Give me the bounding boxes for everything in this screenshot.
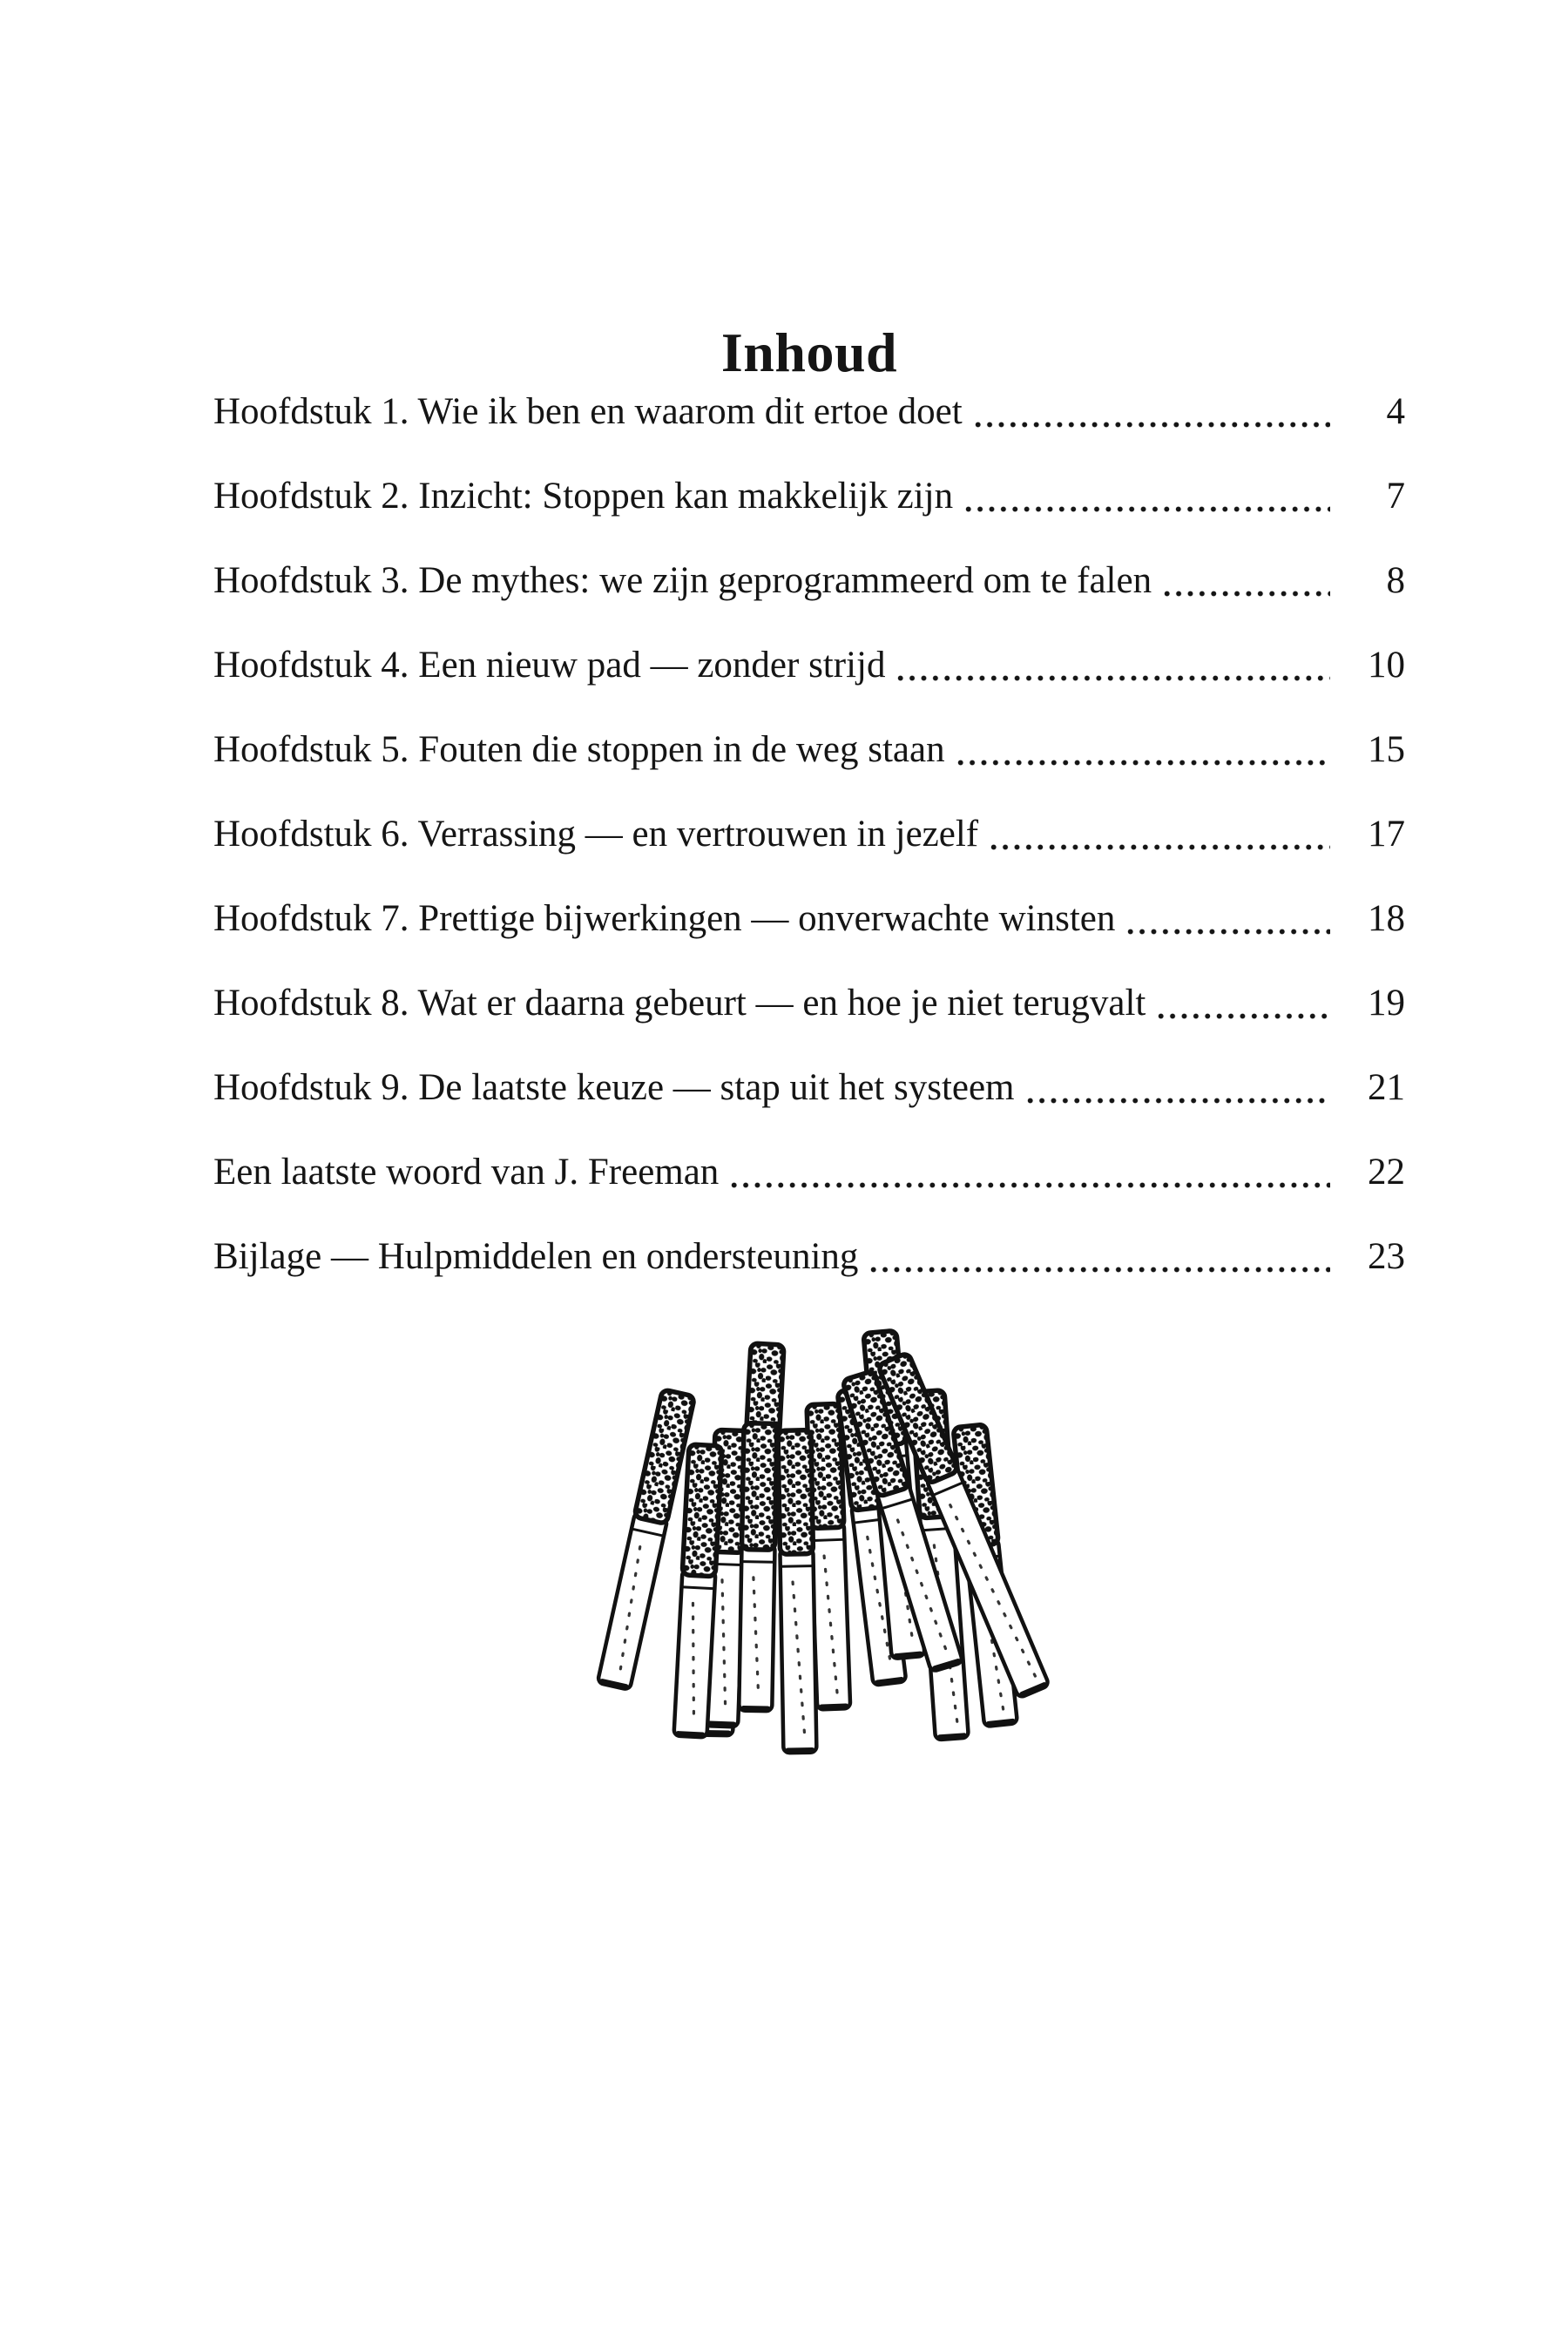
toc-entry <box>213 1193 1405 1277</box>
toc-entry-page-number: 17 <box>1368 813 1405 855</box>
dot-leader <box>868 1266 1330 1274</box>
dot-leader <box>895 674 1330 682</box>
toc-entry-page-number: 10 <box>1368 644 1405 686</box>
toc-entry-page-number: 7 <box>1386 475 1405 517</box>
toc-entry-label: Hoofdstuk 9. De laatste keuze — stap uit het systeem <box>213 1066 1015 1108</box>
toc-entry-page-number: 21 <box>1368 1066 1405 1108</box>
toc-entry-label: Hoofdstuk 5. Fouten die stoppen in de weg staan <box>213 728 945 770</box>
toc-entry-label: Hoofdstuk 6. Verrassing — en vertrouwen in jezelf <box>213 813 979 855</box>
dot-leader <box>963 505 1330 513</box>
cigarette <box>778 1430 816 1754</box>
toc-entry-label: Hoofdstuk 4. Een nieuw pad — zonder strijd <box>213 644 886 686</box>
toc-entry <box>213 601 1405 686</box>
dot-leader <box>1155 1012 1330 1020</box>
toc-entry-label: Hoofdstuk 2. Inzicht: Stoppen kan makkelijk zijn <box>213 475 954 517</box>
dot-leader <box>955 759 1330 767</box>
dot-leader <box>988 843 1330 851</box>
toc-entry-page-number: 8 <box>1386 559 1405 601</box>
toc-entry-label: Hoofdstuk 8. Wat er daarna gebeurt — en hoe je niet terugvalt <box>213 982 1146 1024</box>
toc-entry-label: Bijlage — Hulpmiddelen en ondersteuning <box>213 1235 859 1277</box>
page-title: Inhoud <box>720 321 898 383</box>
dot-leader <box>1161 590 1330 598</box>
toc-entry <box>213 770 1405 855</box>
toc-entry <box>213 686 1405 770</box>
toc-entry-label: Een laatste woord van J. Freeman <box>213 1151 720 1193</box>
dot-leader <box>972 421 1330 429</box>
toc-list <box>213 348 1405 1277</box>
dot-leader <box>1125 928 1330 936</box>
dot-leader <box>728 1181 1330 1189</box>
toc-entry-label: Hoofdstuk 3. De mythes: we zijn geprogrammeerd om te falen <box>213 559 1152 601</box>
toc-entry-page-number: 15 <box>1368 728 1405 770</box>
dot-leader <box>1024 1097 1330 1105</box>
cigarette <box>739 1423 777 1712</box>
toc-entry <box>213 1108 1405 1193</box>
toc-entry-label: Hoofdstuk 7. Prettige bijwerkingen — onverwachte winsten <box>213 897 1116 939</box>
toc-entry <box>213 855 1405 939</box>
toc-entry-page-number: 19 <box>1368 982 1405 1024</box>
toc-entry <box>213 1024 1405 1108</box>
toc-entry-label: Hoofdstuk 1. Wie ik ben en waarom dit ertoe doet <box>213 390 963 432</box>
toc-entry-page-number: 22 <box>1368 1151 1405 1193</box>
toc-entry-page-number: 23 <box>1368 1235 1405 1277</box>
cigarettes-illustration <box>562 1317 1050 1770</box>
toc-entry <box>213 348 1405 432</box>
toc-entry <box>213 939 1405 1024</box>
toc-entry <box>213 517 1405 601</box>
toc-entry-page-number: 18 <box>1368 897 1405 939</box>
toc-entry-page-number: 4 <box>1386 390 1405 432</box>
toc-entry <box>213 432 1405 517</box>
